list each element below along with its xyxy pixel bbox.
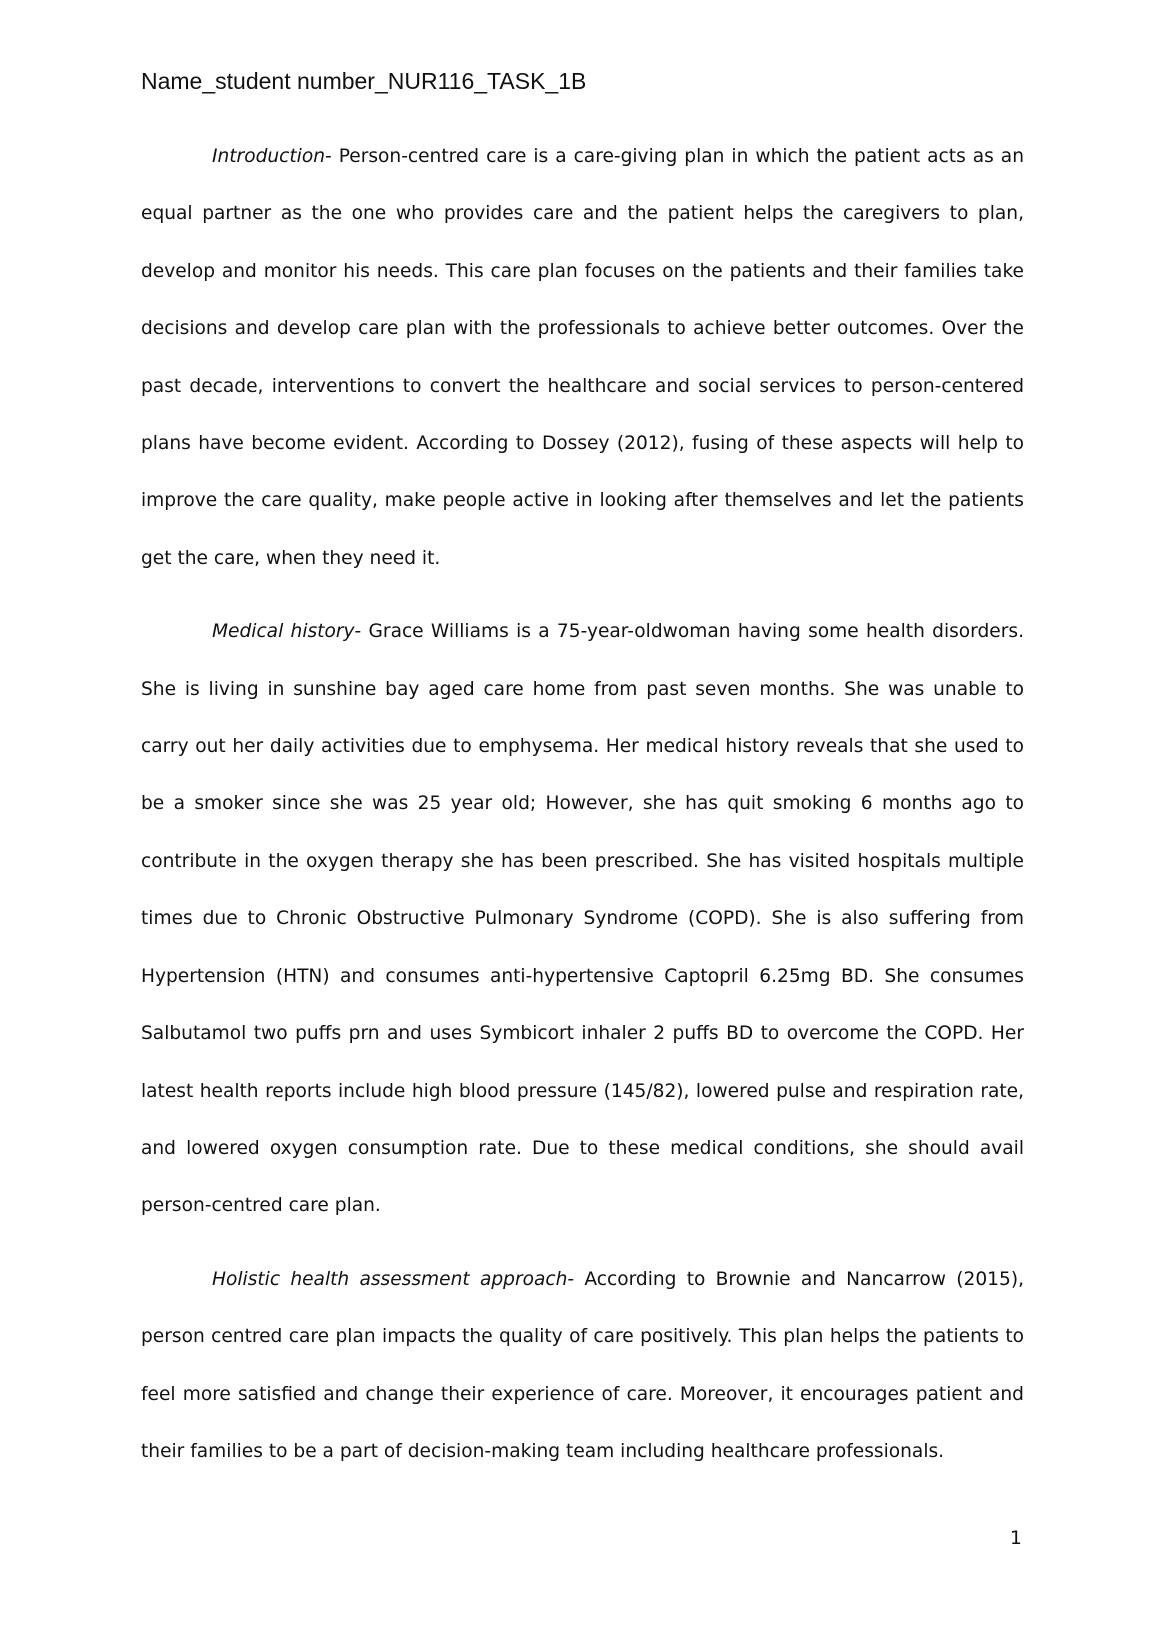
document-body <box>141 128 1024 1496</box>
paragraph-holistic-assessment <box>141 1251 1024 1481</box>
section-lead-introduction: Introduction <box>212 146 326 167</box>
paragraph-text: - Grace Williams is a 75-year-oldwoman having some health disorders. She is living in sunshine bay aged care home from past seven months. She was unable to carry out her daily activities due to emphysema. Her medical history reveals that she used to be a smoker since she was 25 year old; However, she has quit smoking 6 months ago to contribute in the oxygen therapy she has been prescribed. She has visited hospitals multiple times due to Chronic Obstructive Pulmonary Syndrome (COPD). She is also suffering from Hypertension (HTN) and consumes anti-hypertensive Captopril 6.25mg BD. She consumes Salbutamol two puffs prn and uses Symbicort inhaler 2 puffs BD to overcome the COPD. Her latest health reports include high blood pressure (145/82), lowered pulse and respiration rate, and lowered oxygen consumption rate. Due to these medical conditions, she should avail person-centred care plan. <box>141 621 1024 1217</box>
paragraph-medical-history <box>141 603 1024 1234</box>
paragraph-introduction <box>141 128 1024 587</box>
paragraph-text: - According to Brownie and Nancarrow (2015), person centred care plan impacts the quality of care positively. This plan helps the patients to feel more satisfied and change their experience of care. Moreover, it encourages patient and their families to be a part of decision-making team including healthcare professionals. <box>141 1268 1025 1462</box>
page-header: Name_student number_NUR116_TASK_1B <box>141 68 587 94</box>
page-number: 1 <box>1010 1528 1022 1549</box>
section-lead-medical-history: Medical history <box>212 621 355 643</box>
paragraph-text: - Person-centred care is a care-giving plan in which the patient acts as an equal partner as the one who provides care and the patient helps the caregivers to plan, develop and monitor his needs. This care plan focuses on the patients and their families take decisions and develop care plan with the professionals to achieve better outcomes. Over the past decade, interventions to convert the healthcare and social services to person-centered plans have become evident. According to Dossey (2012), fusing of these aspects will help to improve the care quality, make people active in looking after themselves and let the patients get the care, when they need it. <box>141 146 1024 569</box>
section-lead-holistic-assessment: Holistic health assessment approach <box>212 1268 568 1290</box>
